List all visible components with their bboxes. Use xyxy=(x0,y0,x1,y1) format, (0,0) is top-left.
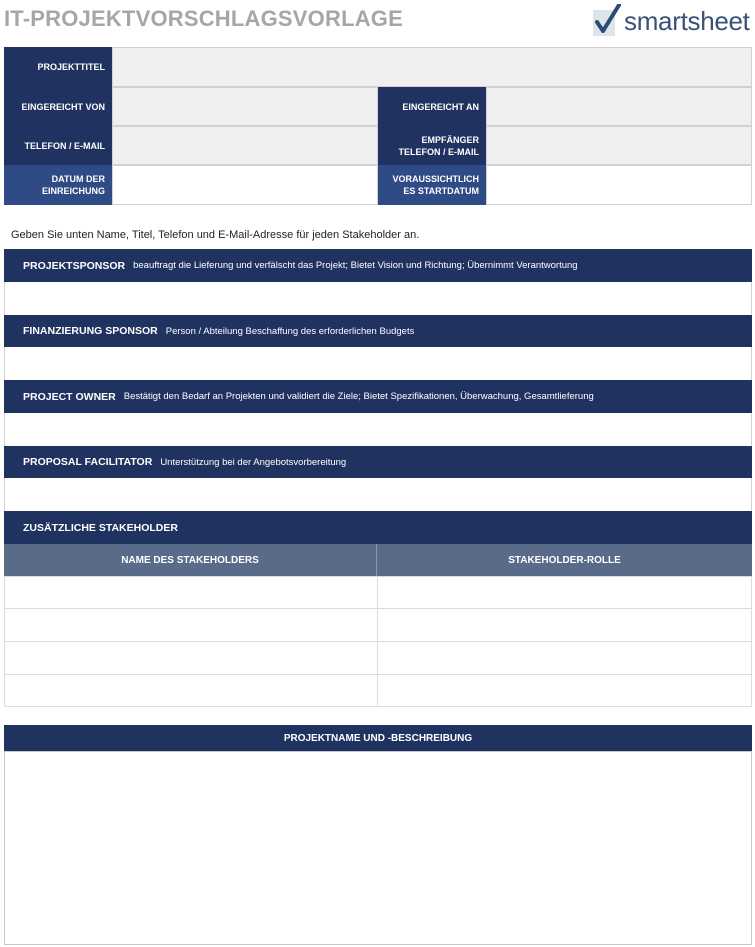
stakeholder-field-facilitator[interactable] xyxy=(4,478,752,511)
submitted-by-field[interactable] xyxy=(112,87,378,126)
project-title-field[interactable] xyxy=(112,47,752,87)
stakeholder-field-owner[interactable] xyxy=(4,413,752,446)
expected-start-field[interactable] xyxy=(486,165,752,205)
stakeholder-header-sponsor xyxy=(4,249,752,282)
stakeholder-header-owner xyxy=(4,380,752,413)
stakeholder-title: PROPOSAL FACILITATOR xyxy=(23,456,153,468)
page-title: IT-PROJEKTVORSCHLAGSVORLAGE xyxy=(4,6,403,31)
phone-email-field[interactable] xyxy=(112,126,378,165)
stakeholder-header-facilitator xyxy=(4,446,752,478)
stakeholder-header-funding xyxy=(4,315,752,347)
stakeholder-name-cell[interactable] xyxy=(4,608,378,642)
submitted-by-label: EINGEREICHT VON xyxy=(4,87,112,126)
project-description-field[interactable] xyxy=(4,751,752,945)
stakeholder-desc: Unterstützung bei der Angebotsvorbereitung xyxy=(160,456,347,468)
stakeholder-title: PROJECT OWNER xyxy=(23,390,116,403)
stakeholder-name-cell[interactable] xyxy=(4,576,378,609)
submitted-to-field[interactable] xyxy=(486,87,752,126)
stakeholder-role-cell[interactable] xyxy=(377,608,752,642)
stakeholder-name-cell[interactable] xyxy=(4,641,378,675)
column-header-stakeholder-role: STAKEHOLDER-ROLLE xyxy=(377,544,752,576)
logo-text: smartsheet xyxy=(624,6,750,36)
phone-email-label: TELEFON / E-MAIL xyxy=(4,126,112,165)
additional-stakeholders-title: ZUSÄTZLICHE STAKEHOLDER xyxy=(23,521,178,534)
checkmark-logo-icon xyxy=(592,4,622,40)
stakeholder-desc: Person / Abteilung Beschaffung des erforderlichen Budgets xyxy=(165,325,415,337)
stakeholder-title: FINANZIERUNG SPONSOR xyxy=(23,325,158,337)
stakeholder-role-cell[interactable] xyxy=(377,641,752,675)
project-title-label: PROJEKTTITEL xyxy=(4,47,112,87)
submission-date-label: DATUM DER EINREICHUNG xyxy=(4,165,112,205)
stakeholder-field-funding[interactable] xyxy=(4,347,752,380)
expected-start-label: VORAUSSICHTLICH ES STARTDATUM xyxy=(378,165,486,205)
recipient-contact-field[interactable] xyxy=(486,126,752,165)
project-description-header: PROJEKTNAME UND -BESCHREIBUNG xyxy=(4,725,752,751)
column-header-stakeholder-name: NAME DES STAKEHOLDERS xyxy=(4,544,377,576)
stakeholder-name-cell[interactable] xyxy=(4,674,378,707)
submitted-to-label: EINGEREICHT AN xyxy=(378,87,486,126)
stakeholder-role-cell[interactable] xyxy=(377,674,752,707)
stakeholder-desc: Bestätigt den Bedarf an Projekten und validiert die Ziele; Bietet Spezifikationen, Überwachung, Gesamtlieferung xyxy=(123,391,594,402)
submission-date-field[interactable] xyxy=(112,165,378,205)
stakeholder-role-cell[interactable] xyxy=(377,576,752,609)
stakeholder-instruction: Geben Sie unten Name, Titel, Telefon und E-Mail-Adresse für jeden Stakeholder an. xyxy=(11,229,420,241)
stakeholder-title: PROJEKTSPONSOR xyxy=(23,259,126,272)
stakeholder-desc: beauftragt die Lieferung und verfälscht das Projekt; Bietet Vision und Richtung; Übernimmt Verantwortung xyxy=(133,260,578,271)
recipient-contact-label: EMPFÄNGER TELEFON / E-MAIL xyxy=(378,126,486,165)
stakeholder-field-sponsor[interactable] xyxy=(4,282,752,315)
additional-stakeholders-header xyxy=(4,511,752,544)
